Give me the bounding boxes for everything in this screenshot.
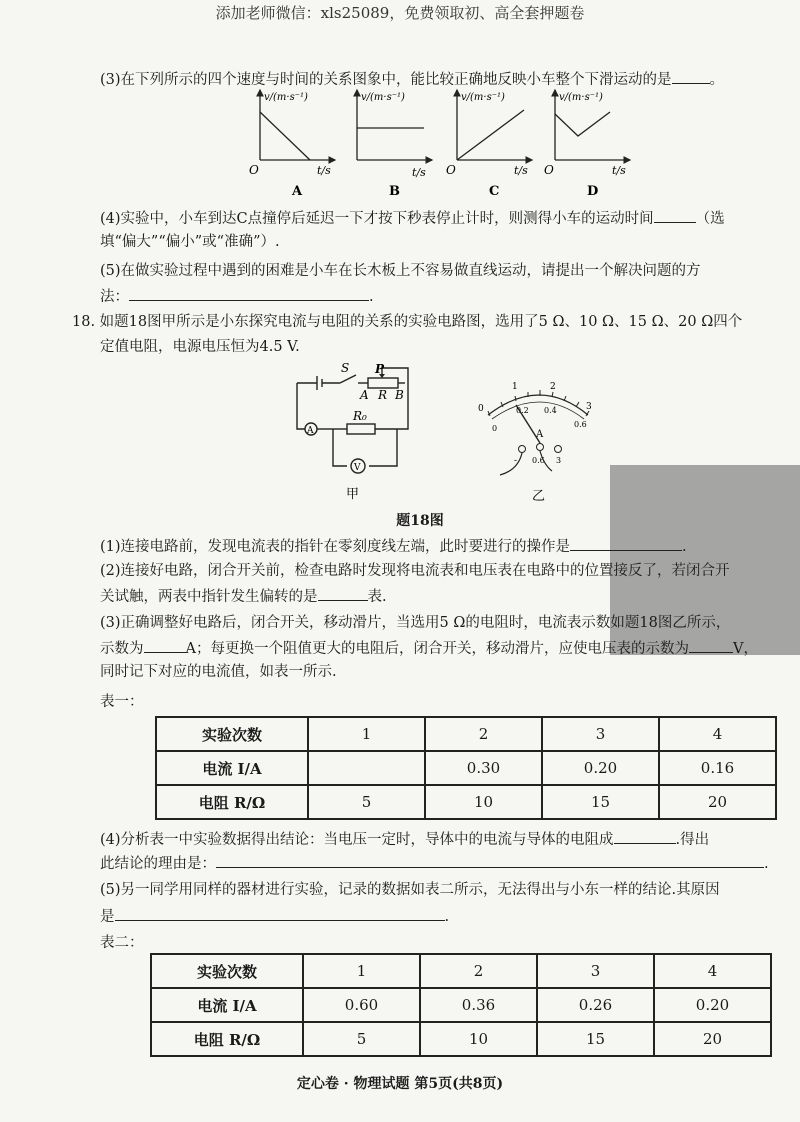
- option-a: A: [292, 184, 303, 198]
- table-row: [151, 988, 771, 1022]
- row-label: 电阻 R/Ω: [156, 785, 308, 819]
- q18-part3-cont2: 同时记下对应的电流值，如表一所示.: [100, 664, 337, 680]
- q18-part3-cont: [100, 637, 758, 659]
- table-cell: 0.36: [420, 988, 537, 1022]
- dial-bottom-04: 0.4: [544, 406, 557, 415]
- q18-part5-end: .: [444, 909, 450, 925]
- circuit-caption: 甲: [346, 487, 360, 502]
- graph-a-xlabel: t/s: [317, 164, 331, 177]
- table-cell: 5: [303, 1022, 420, 1056]
- q17-part5-end: .: [369, 289, 374, 305]
- answer-blank[interactable]: [318, 585, 368, 601]
- q17-part3-end: 。: [709, 72, 725, 88]
- q18-part5-cont: [100, 905, 449, 927]
- q18-part2-end: 表.: [367, 589, 387, 605]
- table-cell: 10: [420, 1022, 537, 1056]
- table-header: 2: [425, 717, 542, 751]
- table-cell: 0.16: [659, 751, 776, 785]
- switch-label: S: [341, 361, 350, 375]
- table-cell: 15: [537, 1022, 654, 1056]
- graph-c-xlabel: t/s: [514, 164, 528, 177]
- dial-caption: 乙: [532, 489, 546, 504]
- dial-top-3: 3: [586, 402, 592, 412]
- terminal-3: 3: [556, 456, 562, 465]
- q17-part4-cont: 填“偏大”“偏小”或“准确”）.: [100, 234, 280, 250]
- q18-part1-end: .: [682, 539, 687, 555]
- figure-caption: 题18图: [396, 513, 444, 529]
- table-cell: 5: [308, 785, 425, 819]
- rheostat-label: R: [378, 388, 388, 402]
- table-header: 实验次数: [151, 954, 303, 988]
- option-b: B: [389, 184, 400, 198]
- resistor-label: R₀: [353, 409, 367, 423]
- row-label: 电阻 R/Ω: [151, 1022, 303, 1056]
- q18-part2-text: 关试触，两表中指针发生偏转的是: [100, 589, 318, 605]
- dial-top-0: 0: [478, 404, 484, 414]
- graph-c-ylabel: v/(m·s⁻¹): [461, 92, 505, 103]
- voltmeter-label: V: [354, 463, 361, 473]
- table2-label: 表二：: [100, 935, 144, 951]
- table-header: 1: [303, 954, 420, 988]
- graph-b-xlabel: t/s: [412, 166, 426, 179]
- table-cell: 10: [425, 785, 542, 819]
- q17-part3-text: (3)在下列所示的四个速度与时间的关系图象中，能比较正确地反映小车整个下滑运动的是: [100, 72, 672, 88]
- answer-blank[interactable]: [129, 285, 369, 301]
- q18-part4-text: (4)分析表一中实验数据得出结论：当电压一定时，导体中的电流与导体的电阻成: [100, 832, 614, 848]
- q18-part2-cont: [100, 585, 387, 607]
- row-label: 电流 I/A: [151, 988, 303, 1022]
- q18-part3: (3)正确调整好电路后，闭合开关，移动滑片，当选用5 Ω的电阻时，电流表示数如题18图乙所示，: [100, 615, 731, 631]
- q18-part1: [100, 535, 687, 557]
- page-header-watermark: 添加老师微信：xls25089，免费领取初、高全套押题卷: [215, 4, 585, 22]
- table-2: [150, 953, 772, 1057]
- answer-blank[interactable]: [614, 828, 676, 844]
- graph-d-ylabel: v/(m·s⁻¹): [559, 92, 603, 103]
- table1-label: 表一：: [100, 694, 144, 710]
- q18-intro-cont: 定值电阻，电源电压恒为4.5 V.: [100, 339, 300, 355]
- rheostat-end-a: A: [360, 388, 369, 402]
- circuit-diagram: [285, 358, 420, 508]
- graph-a: [249, 90, 335, 198]
- answer-blank[interactable]: [216, 852, 764, 868]
- table-row: [156, 785, 776, 819]
- graph-a-ylabel: v/(m·s⁻¹): [264, 92, 308, 103]
- dial-bottom-06: 0.6: [574, 420, 587, 429]
- table-header: 3: [537, 954, 654, 988]
- table-header: 2: [420, 954, 537, 988]
- option-c: C: [489, 184, 500, 198]
- q18-part4-text-b: .得出: [675, 832, 710, 848]
- table-cell[interactable]: [308, 751, 425, 785]
- ammeter-dial: [470, 375, 610, 505]
- q18-part3-text: 示数为: [100, 641, 144, 657]
- q18-part2: (2)连接好电路，闭合开关前，检查电路时发现将电流表和电压表在电路中的位置接反了，若闭合开: [100, 563, 730, 579]
- q17-part4-text-b: （选: [695, 211, 725, 227]
- table-cell: 20: [659, 785, 776, 819]
- table-cell: 20: [654, 1022, 771, 1056]
- table-row: [151, 954, 771, 988]
- answer-blank[interactable]: [144, 637, 186, 653]
- q18-part3-text-b: A；每更换一个阻值更大的电阻后，闭合开关，移动滑片，应使电压表的示数为: [185, 641, 689, 657]
- q18-part4: [100, 828, 709, 850]
- graph-c: [446, 90, 532, 198]
- terminal-06: 0.6: [532, 456, 545, 465]
- q18-part4-cont: [100, 852, 769, 874]
- q18-part4-end: .: [764, 856, 769, 872]
- answer-blank[interactable]: [689, 637, 733, 653]
- graph-d: [544, 90, 630, 198]
- q18-intro: 18. 如题18图甲所示是小东探究电流与电阻的关系的实验电路图，选用了5 Ω、10 Ω、15 Ω、20 Ω四个: [72, 314, 743, 330]
- answer-blank[interactable]: [672, 68, 710, 84]
- page-footer: 定心卷 · 物理试题 第5页(共8页): [296, 1076, 504, 1092]
- answer-blank[interactable]: [115, 905, 445, 921]
- dial-top-2: 2: [550, 382, 556, 392]
- q18-part3-text-c: V，: [732, 641, 758, 657]
- table-header: 4: [654, 954, 771, 988]
- answer-blank[interactable]: [570, 535, 682, 551]
- q17-part5-cont: [100, 285, 374, 307]
- table-header: 4: [659, 717, 776, 751]
- q18-part4-label: 此结论的理由是：: [100, 856, 216, 872]
- graph-b-ylabel: v/(m·s⁻¹): [361, 92, 405, 103]
- table-row: [156, 717, 776, 751]
- q17-part4-text: (4)实验中，小车到达C点撞停后延迟一下才按下秒表停止计时，则测得小车的运动时间: [100, 211, 654, 227]
- terminal-minus: -: [514, 456, 518, 466]
- table-cell: 0.60: [303, 988, 420, 1022]
- table-header: 1: [308, 717, 425, 751]
- table-cell: 0.20: [542, 751, 659, 785]
- table-cell: 0.20: [654, 988, 771, 1022]
- q17-part5-label: 法：: [100, 289, 129, 305]
- dial-top-1: 1: [512, 382, 518, 392]
- table-cell: 15: [542, 785, 659, 819]
- q18-part5: (5)另一同学用同样的器材进行实验，记录的数据如表二所示，无法得出与小东一样的结论.其原因: [100, 882, 720, 898]
- graph-c-origin: O: [446, 163, 456, 177]
- table-1: [155, 716, 777, 820]
- option-d: D: [587, 184, 599, 198]
- table-row: [156, 751, 776, 785]
- dial-bottom-02: 0.2: [516, 406, 529, 415]
- rheostat-end-b: B: [395, 388, 404, 402]
- ammeter-label: A: [307, 426, 314, 436]
- table-row: [151, 1022, 771, 1056]
- q17-part4: [100, 207, 725, 229]
- slider-label: P: [375, 362, 385, 376]
- table-header: 3: [542, 717, 659, 751]
- row-label: 电流 I/A: [156, 751, 308, 785]
- q18-part1-text: (1)连接电路前，发现电流表的指针在零刻度线左端，此时要进行的操作是: [100, 539, 571, 555]
- q17-part5: (5)在做实验过程中遇到的困难是小车在长木板上不容易做直线运动，请提出一个解决问题的方: [100, 263, 701, 279]
- vt-graphs: [240, 88, 660, 198]
- graph-a-origin: O: [249, 163, 259, 177]
- q18-part5-label: 是: [100, 909, 115, 925]
- dial-bottom-0: 0: [492, 424, 498, 433]
- graph-b: [357, 90, 432, 198]
- answer-blank[interactable]: [654, 207, 696, 223]
- table-cell: 0.26: [537, 988, 654, 1022]
- graph-d-origin: O: [544, 163, 554, 177]
- table-cell: 0.30: [425, 751, 542, 785]
- q17-part3: [100, 68, 724, 90]
- dial-unit: A: [536, 429, 544, 440]
- graph-d-xlabel: t/s: [612, 164, 626, 177]
- table-header: 实验次数: [156, 717, 308, 751]
